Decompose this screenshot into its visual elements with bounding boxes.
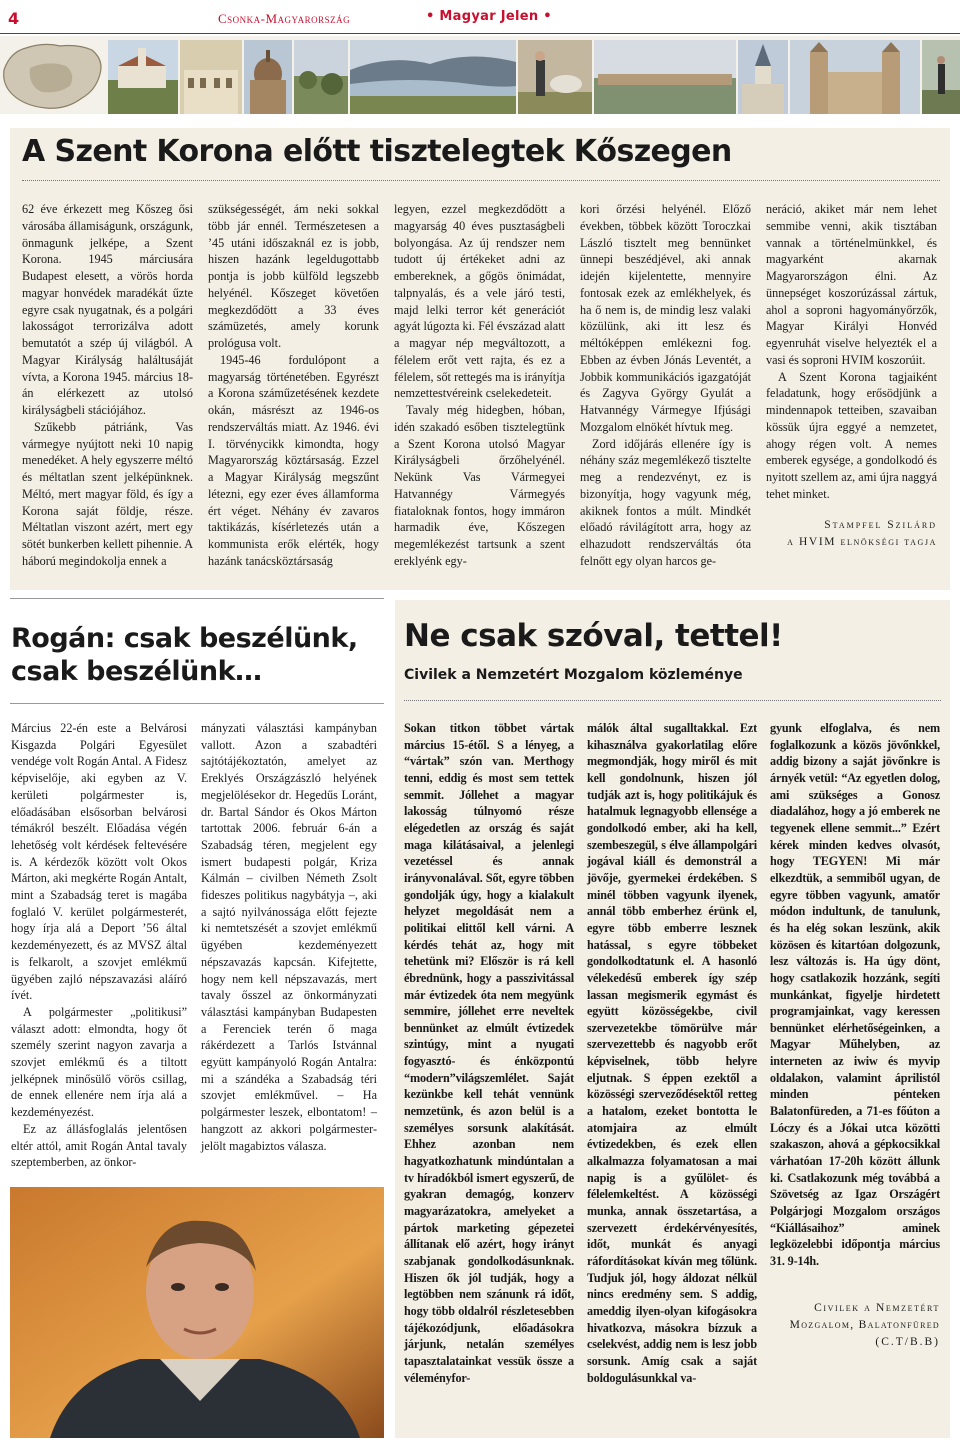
- statement-title: Ne csak szóval, tettel!: [404, 618, 783, 654]
- feature-column-5: [766, 201, 937, 551]
- rogan-title: Rogán: csak beszélünk, csak beszélünk…: [11, 623, 358, 687]
- page-number: 4: [8, 9, 20, 28]
- paragraph: málók által sugalltakkal. Ezt kihasználva gyakorlatilag előre megmondják, hogy miről és mit kell gondolnunk, hiszen jól tudják azt is, hogy politikájuk és hatalmuk legnagyobb ellensége a gondolkodó ember, aki ha kell, szembeszegül, s élve állampolgári jogával kiáll és demonstrál a jövője, gyermekei érdekében. S minél többen vagyunk ilyenek, annál több emberhez érünk el, egyre több emberre lesznek hatással, s egyre többeket gondolkodtatunk el. A hasonló vélekedésű emberek így szép lassan megismerik egymást és együtt közösségekbe, civil szervezetekbe tömörülve már szervezettebb és nagyobb erőt képviselnek, több helyre eljutnak. S éppen ezektől a közösségi szerveződésektől retteg a hatalom, ezeket bontotta le atomjaira az elmúlt évtizedekben, és ezek ellen alkalmazza folyamatosan a mai napig is a gyűlölet- és félelemkeltést. A közösségi munka, annak összetartása, a szervezett érdekérvényesítés, időt, munkát és anyagi ráfordításokat kíván meg tőlünk. Tudjuk jól, hogy áldozat nélkül nincs eredmény sem. S addig, ameddig ilyen-olyan kifogásokra hivatkozva, másokra bízzuk a cselekvést, addig nem is lesz jobb sorsunk. Amíg csak a saját boldogulásunkkal va-: [587, 721, 757, 1385]
- paragraph: A polgármester „politikusi” választ adott: elmondta, hogy őt személy szerint nagyon zavarja a szovjet emlékmű és a tiltott jelképnek minősülő vörös csillag, de ennek ellenére nem írja alá a kezdeményezést.: [11, 1004, 187, 1120]
- section-name: Csonka-Magyarország: [218, 11, 351, 26]
- paragraph: neráció, akiket már nem lehet semmibe venni, akik tisztában vannak a történelmünkkel, és magyarként akarnak Magyarországon élni. Az ünnepséget koszorúzással zártuk, ahol a soproni hagyományőrzők, Magyar Királyi Honvéd egyenruhát viselve helyezték el a vasi és soproni HVIM koszorúit.: [766, 202, 937, 367]
- rogan-title-rule: [10, 703, 384, 704]
- rogan-column-2: [201, 720, 377, 1154]
- rogan-top-rule: [10, 598, 384, 599]
- header-rule: [0, 33, 960, 34]
- paragraph: Zord időjárás ellenére így is néhány száz megemlékező tisztelte meg a rendezvényt, ez is bizonyítja, hogy vagyunk még, akiknek fontos a múlt. Mindkét előadó rávilágított arra, hogy az elhazudott rendszerváltás óta felnőtt egy olyan harcos ge-: [580, 436, 751, 568]
- paragraph: mányzati választási kampányban vallott. Azon a szabadtéri sajtótájékoztatón, amelyet az Ereklyés Országzászló helyének megjelölésekor dr. Hegedűs Loránt, dr. Bartal Sándor és Okos Márton tartottak 2006. február 6-án a Szabadság téren, megjelent egy ismert budapesti polgár, Kriza Kálmán – civilben Németh Zsolt fideszes politikus nagybátyja –, aki a sajtó nyilvánossága előtt fejezte ki nemtetszését a szovjet emlékmű ügyében kezdeményezett népszavazás kapcsán. Kifejtette, hogy nem kell népszavazás, mert tavaly ősszel az önkormányzati választási kampányban Budapesten a Ferenciek terén ő maga rákérdezett a Tarlós Istvánnal együtt kampányoló Rogán Antalra: mi a szándéka a Szabadság téri szovjet emlékművel. – Ha polgármester leszek, elbontatom! – hangzott az akkori polgármester-jelölt magabiztos válasza.: [201, 721, 377, 1153]
- paragraph: legyen, ezzel megkezdődött a magyarság 40 éves pusztaságbeli bolyongása. Az új rendszer nem tudott új értékeket adni az embereknek, a gőgös önimádat, talpnyalás, és a vele járó testi, majd lelki terror két generációt agyát lúgozta ki. Fél évszázad alatt a magyar nép megváltozott, a félelem erőt vett rajta, és ez a félelem, sőt rettegés ma is irányítja nemzettestvéreink cselekedeteit.: [394, 202, 565, 401]
- feature-signature-name: Stampfel Szilárd: [824, 518, 937, 531]
- bridge-photo: [594, 40, 736, 114]
- statement-signature-line-2: Mozgalom, Balatonfüred: [789, 1318, 940, 1331]
- statement-title-rule: [404, 700, 941, 701]
- statement-signature-line-3: (C.T/B.B): [875, 1335, 940, 1348]
- paragraph: A Szent Korona tagjaiként feladatunk, hogy erősödjünk a mindennapok tetteiben, szavaiban kössük újra eggyé a nemzetet, ahogy régen volt. A nemes emberek egysége, a gondolkodó és nyitott szellem az, ami újra naggyá tehet minket.: [766, 369, 937, 501]
- paragraph: gyunk elfoglalva, és nem foglalkozunk a közös jövőnkkel, addig bizony a saját jövőnkre is árnyék vetül: “Az egyetlen dolog, ami szükséges a Gonosz diadalához, hogy a jó emberek ne tegyenek ellene semmit...” Ezért kérek minden kedves olvasót, hogy TEGYEN! Mi már elkezdtük, a semmiből ugyan, de egyre többen vagyunk, amatőr módon indultunk, de tanulunk, és ha elég sokan leszünk, akik közösen és kitartóan dolgozunk, lesz változás is. Ha úgy dönt, hogy csatlakozik hozzánk, segíti munkánkat, figyelje hirdetett programjainkat, vagy keressen bennünket elérhetőségeinken, a Magyar Műhelyben, az interneten az iwiw és myvip oldalakon, valamint áprilistól minden pénteken Balatonfüreden, a 71-es főúton a Lóczy és a Jókai utca közötti szakaszon, ahová a gépkocsikkal várhatóan 17-20h között állunk ki. Csatlakozunk még továbbá a Szövetség az Igaz Országért Polgárjogi Mozgalom országos “Kiállásaihoz” aminek legközelebbi időpontja március 31. 9-14h.: [770, 721, 940, 1268]
- feature-title: A Szent Korona előtt tisztelegtek Kőszegen: [22, 134, 732, 169]
- landscape-photo: [294, 40, 348, 114]
- feature-title-rule: [22, 180, 940, 181]
- hiker-photo: [922, 40, 960, 114]
- abbey-photo: [108, 40, 178, 114]
- palace-photo: [180, 40, 242, 114]
- feature-column-2: [208, 201, 379, 570]
- feature-article: [10, 128, 950, 590]
- paragraph: szükségességét, ám neki sokkal több jár ennél. Természetesen a ’45 utáni időszaknál ez is jobb, hiszen hazánk legeldugottabb pontja is jobb külföld legszebb helyénél. Kőszeget követően megkezdődött a 33 éves számüzetés, amely korunk prológusa volt.: [208, 202, 379, 350]
- paragraph: Március 22-én este a Belvárosi Kisgazda Polgári Egyesület vendége volt Rogán Antal. A Fidesz képviselője, aki egyben az V. kerületi polgármester is, előadásában elsősorban belvárosi témákról beszélt. Előadása végén lehetőség volt kérdések feltevésére is. A kérdezők között volt Okos Márton, aki megkérte Rogán Antalt, mint a Szabadság teret is magába foglaló V. kerület polgármesterét, hogy írja alá a Deport ’56 által kezdeményezett, és az MVSZ által is felkarolt, a szovjet emlékmű ügyében zajló népszavazási aláíró ívét.: [11, 721, 187, 1003]
- paragraph: Szűkebb pátriánk, Vas vármegye nyújtott neki 10 napig menedéket. A hely egyszerre méltó és méltatlan szent jelképünknek. Méltó, mert magyar föld, és így a Korona saját földje, része. Méltatlan viszont azért, mert egy sötét bunkerben kellett pihennie. A háború megindokolja ennek a: [22, 419, 193, 568]
- feature-column-1: [22, 201, 193, 570]
- statement-subtitle: Civilek a Nemzetért Mozgalom közleménye: [404, 667, 743, 683]
- danube-bend-photo: [350, 40, 516, 114]
- feature-column-3: [394, 201, 565, 570]
- paragraph: kori őrzési helyénél. Előző években, többek között Toroczkai László tisztelt meg bennünket ünnepi beszédjével, aki annak idején kijelentette, mennyire fontosak ezek az emlékhelyek, és ha ő nem is, de mindig lesz valaki közülünk, aki itt lesz és méltóképpen emlékezni fog. Ebben az évben Jónás Leventét, a Jobbik kommunikációs igazgatóját és Zagyva György Gyulát a Hatvannégy Vármegye Ifjúsági Mozgalom elnökét hívtuk meg.: [580, 202, 751, 434]
- church-tower-photo: [738, 40, 788, 114]
- feature-signature-role: a HVIM elnökségi tagja: [787, 535, 937, 548]
- map-of-hungary-icon: [0, 40, 106, 114]
- publication-name: • Magyar Jelen •: [426, 9, 552, 24]
- statement-column-2: [587, 720, 757, 1386]
- paragraph: 62 éve érkezett meg Kőszeg ősi városába államiságunk, országunk, önmagunk jelképe, a Szent Korona. 1945 márciusára Budapest elesett, a vörös horda magyar honvédek maradékát űzte egyre csak nyugatnak, és a polgári lakosságot terrorizálva adott bemutatót a szép új világból. A Magyar Királyság haláltusáját vívta, a Korona 1945. március 18-án elérkezett az utolsó királyságbeli stációjához.: [22, 202, 193, 417]
- statement-column-1: [404, 720, 574, 1386]
- statement-column-3: [770, 720, 940, 1351]
- rogan-column-1: [11, 720, 187, 1171]
- statement-signature-line-1: Civilek a Nemzetért: [814, 1301, 940, 1314]
- paragraph: Tavaly még hidegben, hóban, idén szakadó esőben tisztelegtünk a Szent Korona utolsó Magyar Királyságbeli őrzőhelyénél. Nekünk Vas Vármegyei Hatvannégy Vármegyés fiataloknak fontos, hogy immáron harmadik éve, Kőszegen megemlékezést tartsunk a szent ereklyénk egy-: [394, 403, 565, 568]
- paragraph: 1945-46 fordulópont a magyarság történetében. Egyrészt a Korona száműzetésének kezdete okán, másrészt az 1946-os rendszerváltás miatt. Az 1946. évi I. törvénycikk kimondta, hogy Magyarország köztársaság. Ezzel a Magyar Királyság megszűnt létezni, egy ezer éves államforma ért véget. Néhány év zavaros taktikázás, kísérletezés után a kommunista erők elérték, hogy hazánk tanácsköztársaság: [208, 352, 379, 568]
- parliament-dome-photo: [244, 40, 292, 114]
- photo-strip: [0, 36, 960, 114]
- shepherd-with-cattle-photo: [518, 40, 592, 114]
- civil-statement-box: [395, 600, 950, 1438]
- portrait-photo: [10, 1187, 384, 1438]
- paragraph: Ez az állásfoglalás jelentősen eltér attól, amit Rogán Antal tavaly szeptemberben, az önkor-: [11, 1121, 187, 1170]
- feature-column-4: [580, 201, 751, 570]
- paragraph: Sokan titkon többet vártak március 15-étől. S a lényeg, a “vártak” szón van. Merthogy tenni, eddig és most sem tettek semmit. Jóllehet a magyar lakosság túlnyomó része elégedetlen az ország és saját maga kilátásaival, a jelenlegi vezetéssel és annak irányvonalával. Sőt, egyre többen gondolják úgy, hogy a kialakult helyzet megoldását nem a politikai elittől kell várni. A kérdés tehát az, hogy mit tehetünk mi? Először is rá kell ébrednünk, hogy a passzivitással már évtizedek óta nem megyünk semmire, jóllehet erre neveltek bennünket az elmúlt évtizedek szintúgy, mint a nyugati fogyasztó- és énközpontú “modern”világszemlélet. Saját kezünkbe kell tehát vennünk nemzetünk, és azon belül is a személyes sorsunk alakítását. Ehhez azonban nem hagyatkozhatunk mindúntalan a tv híradókból ismert egyszerű, de gyakran demagóg, konzerv magyarázatokra, amelyeket a pártok marketing gépezetei állítanak elő azért, hogy irányt szabjanak gondolkodásunknak. Hiszen ők jól tudják, hogy a legtöbben nem szánunk rá időt, hogy több oldalról részletesebben tájékozódjunk, előadásokra járjunk, netalán személyes tapasztalatainkat vessük össze a véleményfor-: [404, 721, 574, 1385]
- cathedral-photo: [790, 40, 920, 114]
